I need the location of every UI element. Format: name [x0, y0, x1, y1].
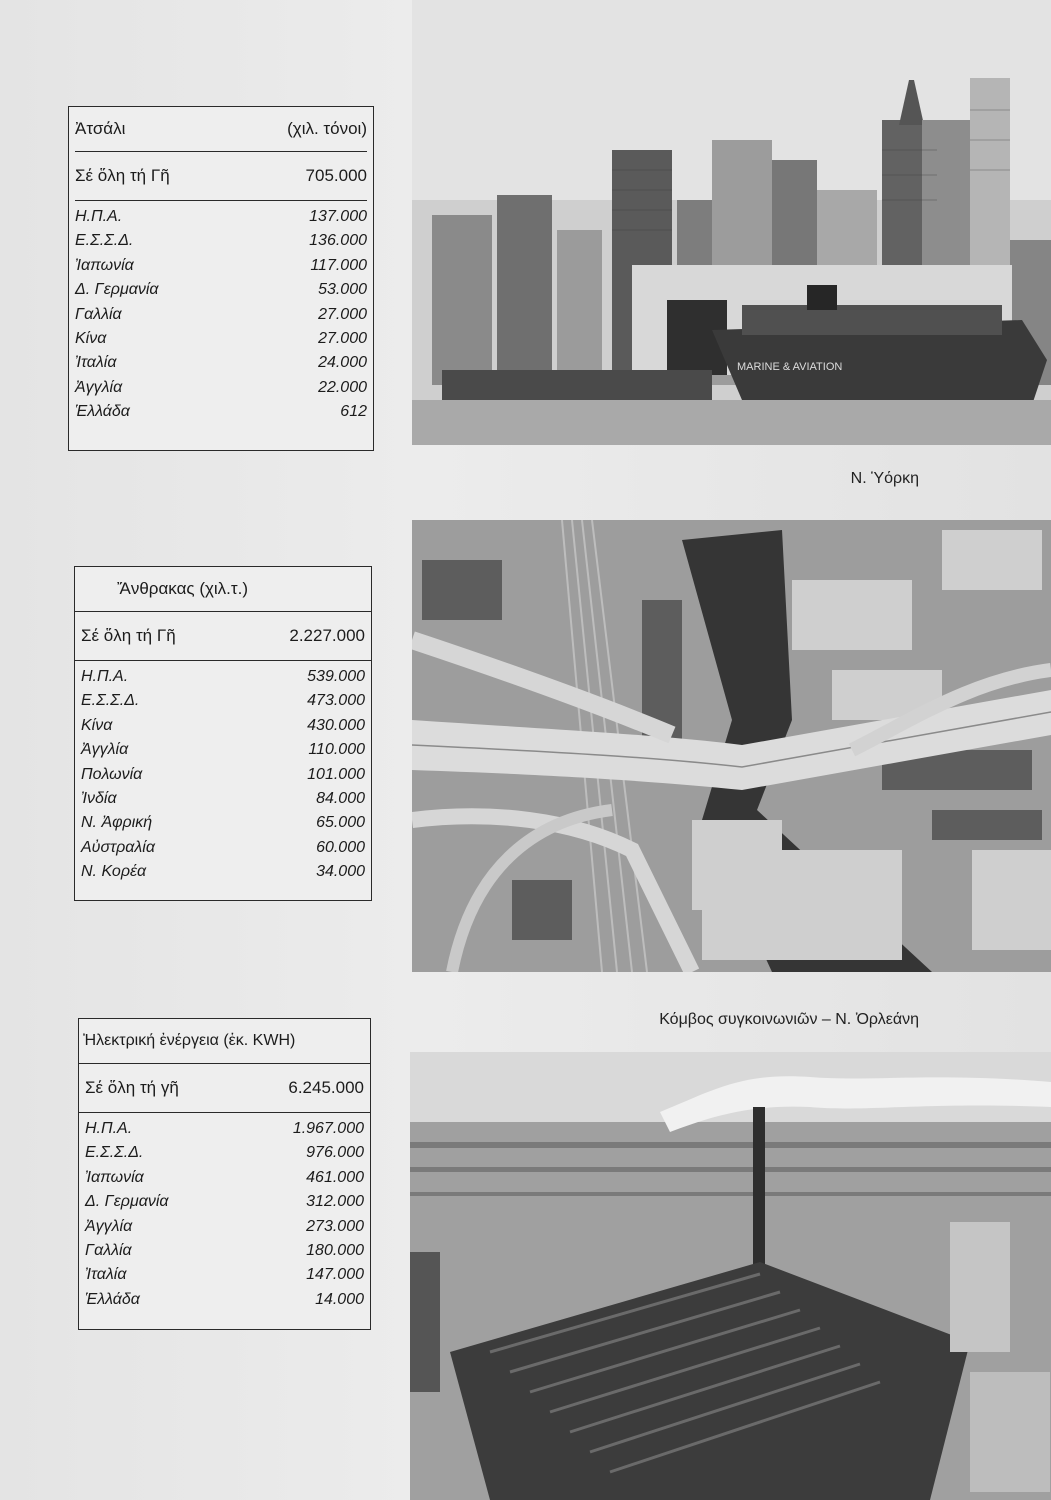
country: Ἑλλάδα	[75, 403, 130, 421]
country: Ἀγγλία	[85, 1217, 133, 1235]
table-row	[81, 714, 365, 738]
steel-total-row	[69, 152, 373, 200]
value: 147.000	[306, 1266, 364, 1284]
value: 60.000	[316, 838, 365, 856]
industrial-plant-photo	[410, 1052, 1051, 1500]
country: Ν. Κορέα	[81, 863, 147, 881]
table-row	[81, 860, 365, 884]
table-row	[75, 376, 367, 400]
country: Αὐστραλία	[81, 838, 155, 856]
country: Ἰταλία	[85, 1266, 127, 1284]
value: 312.000	[306, 1193, 364, 1211]
power-table-header	[79, 1019, 370, 1063]
value: 430.000	[307, 716, 365, 734]
country: Ε.Σ.Σ.Δ.	[81, 692, 140, 710]
value: 84.000	[316, 789, 365, 807]
value: 612	[340, 403, 367, 421]
country: Ἀγγλία	[81, 741, 129, 759]
coal-table-header	[75, 567, 371, 611]
country: Ἰταλία	[75, 354, 117, 372]
coal-rows	[75, 661, 371, 885]
power-table	[78, 1018, 371, 1330]
country: Ἰνδία	[81, 789, 117, 807]
new-york-photo	[412, 0, 1051, 445]
value: 976.000	[306, 1144, 364, 1162]
table-row	[85, 1190, 364, 1214]
steel-rows	[69, 201, 373, 425]
power-total-label: Σέ ὅλη τή γῆ	[85, 1078, 179, 1097]
value: 180.000	[306, 1241, 364, 1259]
country: Κίνα	[75, 329, 107, 347]
value: 22.000	[318, 378, 367, 396]
value: 101.000	[307, 765, 365, 783]
coal-table	[74, 566, 372, 901]
table-row	[81, 689, 365, 713]
table-row	[75, 303, 367, 327]
table-row	[85, 1288, 364, 1312]
value: 273.000	[306, 1217, 364, 1235]
steel-table-header	[69, 107, 373, 151]
new-york-caption: Ν. Ὑόρκη	[850, 470, 919, 487]
power-total-row	[79, 1064, 370, 1112]
steel-title: Ἀτσάλι	[75, 119, 126, 138]
country: Ε.Σ.Σ.Δ.	[75, 232, 134, 250]
new-orleans-caption: Κόμβος συγκοινωνιῶν – Ν. Ὀρλεάνη	[659, 1011, 919, 1028]
power-rows	[79, 1113, 370, 1312]
country: Γαλλία	[75, 305, 122, 323]
steel-total-value: 705.000	[305, 166, 367, 185]
table-row	[75, 205, 367, 229]
table-row	[85, 1166, 364, 1190]
value: 65.000	[316, 814, 365, 832]
table-row	[85, 1215, 364, 1239]
table-row	[75, 278, 367, 302]
table-row	[81, 665, 365, 689]
value: 27.000	[318, 305, 367, 323]
country: Ε.Σ.Σ.Δ.	[85, 1144, 144, 1162]
value: 539.000	[307, 668, 365, 685]
value: 137.000	[309, 208, 367, 225]
ship-lettering: MARINE & AVIATION	[737, 361, 843, 373]
country: Η.Π.Α.	[75, 208, 123, 225]
country: Η.Π.Α.	[85, 1120, 133, 1137]
country: Ἰαπωνία	[85, 1168, 144, 1186]
table-row	[85, 1239, 364, 1263]
table-row	[75, 351, 367, 375]
power-total-value: 6.245.000	[288, 1078, 364, 1097]
table-row	[75, 327, 367, 351]
table-row	[75, 229, 367, 253]
value: 461.000	[306, 1168, 364, 1186]
value: 14.000	[315, 1290, 364, 1308]
country: Ν. Ἀφρική	[81, 814, 153, 832]
steel-total-label: Σέ ὅλη τή Γῆ	[75, 166, 170, 185]
table-row	[81, 738, 365, 762]
country: Ἀγγλία	[75, 378, 123, 396]
value: 117.000	[310, 256, 367, 274]
value: 110.000	[308, 741, 365, 759]
country: Η.Π.Α.	[81, 668, 129, 685]
table-row	[81, 811, 365, 835]
table-row	[81, 836, 365, 860]
table-row	[85, 1263, 364, 1287]
country: Δ. Γερμανία	[85, 1193, 169, 1211]
country: Κίνα	[81, 716, 113, 734]
coal-title: Ἄνθρακας (χιλ.τ.)	[117, 579, 249, 598]
country: Ἰαπωνία	[75, 256, 134, 274]
table-row	[75, 400, 367, 424]
table-row	[81, 763, 365, 787]
power-title: Ἠλεκτρική ἐνέργεια (ἑκ. KWH)	[83, 1032, 296, 1049]
value: 34.000	[316, 863, 365, 881]
value: 53.000	[318, 281, 367, 299]
country: Ἑλλάδα	[85, 1290, 140, 1308]
value: 136.000	[309, 232, 367, 250]
value: 27.000	[318, 329, 367, 347]
value: 1.967.000	[292, 1120, 364, 1137]
coal-total-row	[75, 612, 371, 660]
country: Πολωνία	[81, 765, 143, 783]
value: 473.000	[307, 692, 365, 710]
coal-total-value: 2.227.000	[289, 626, 365, 645]
coal-total-label: Σέ ὅλη τή Γῆ	[81, 626, 176, 645]
steel-unit: (χιλ. τόνοι)	[287, 119, 367, 138]
steel-table	[68, 106, 374, 451]
table-row	[85, 1141, 364, 1165]
table-row	[85, 1117, 364, 1141]
new-orleans-interchange-photo	[412, 520, 1051, 972]
country: Γαλλία	[85, 1241, 132, 1259]
table-row	[81, 787, 365, 811]
value: 24.000	[318, 354, 367, 372]
table-row	[75, 254, 367, 278]
country: Δ. Γερμανία	[75, 281, 159, 299]
